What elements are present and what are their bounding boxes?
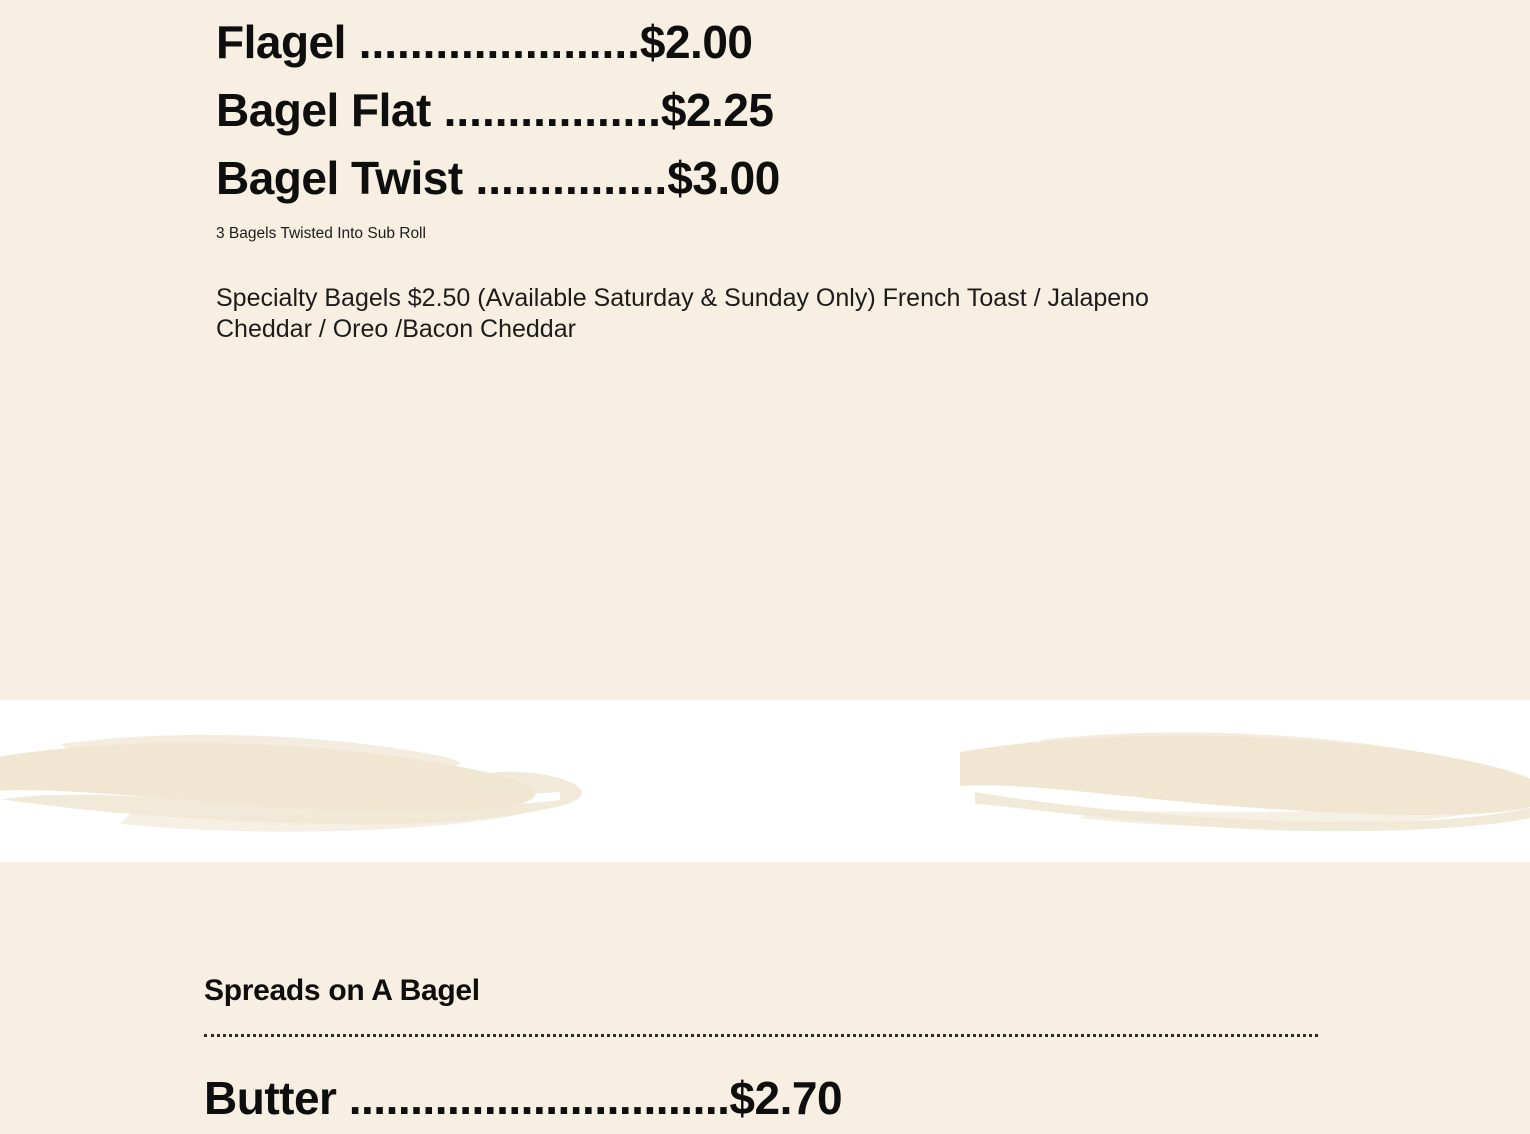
item-price: $2.70 [729,1072,843,1124]
leader-dots: ............... [462,152,668,204]
item-name: Flagel [216,16,346,68]
leader-dots: ................. [430,84,661,136]
leader-dots: ............................... [336,1072,730,1124]
item-name: Butter [204,1072,337,1124]
menu-row-butter [204,1068,842,1128]
item-name: Bagel Twist [216,152,463,204]
section-divider [0,700,1530,862]
item-price: $3.00 [667,152,780,204]
wave-decoration-icon [0,700,1530,862]
menu-row-flagel [216,8,753,76]
specialty-bagels-note: Specialty Bagels $2.50 (Available Saturday & Sunday Only) French Toast / Jalapeno Cheddar / Oreo /Bacon Cheddar [216,284,1149,343]
item-price: $2.25 [660,84,774,136]
bagel-twist-description: 3 Bagels Twisted Into Sub Roll [216,225,426,242]
leader-dots: ...................... [345,16,640,68]
item-price: $2.00 [639,16,753,68]
spreads-section [0,862,1530,1134]
item-name: Bagel Flat [216,84,431,136]
spreads-title: Spreads on A Bagel [204,974,480,1007]
menu-row-bagel-flat [216,76,774,144]
menu-row-bagel-twist [216,144,780,212]
spreads-divider [204,1034,1318,1040]
